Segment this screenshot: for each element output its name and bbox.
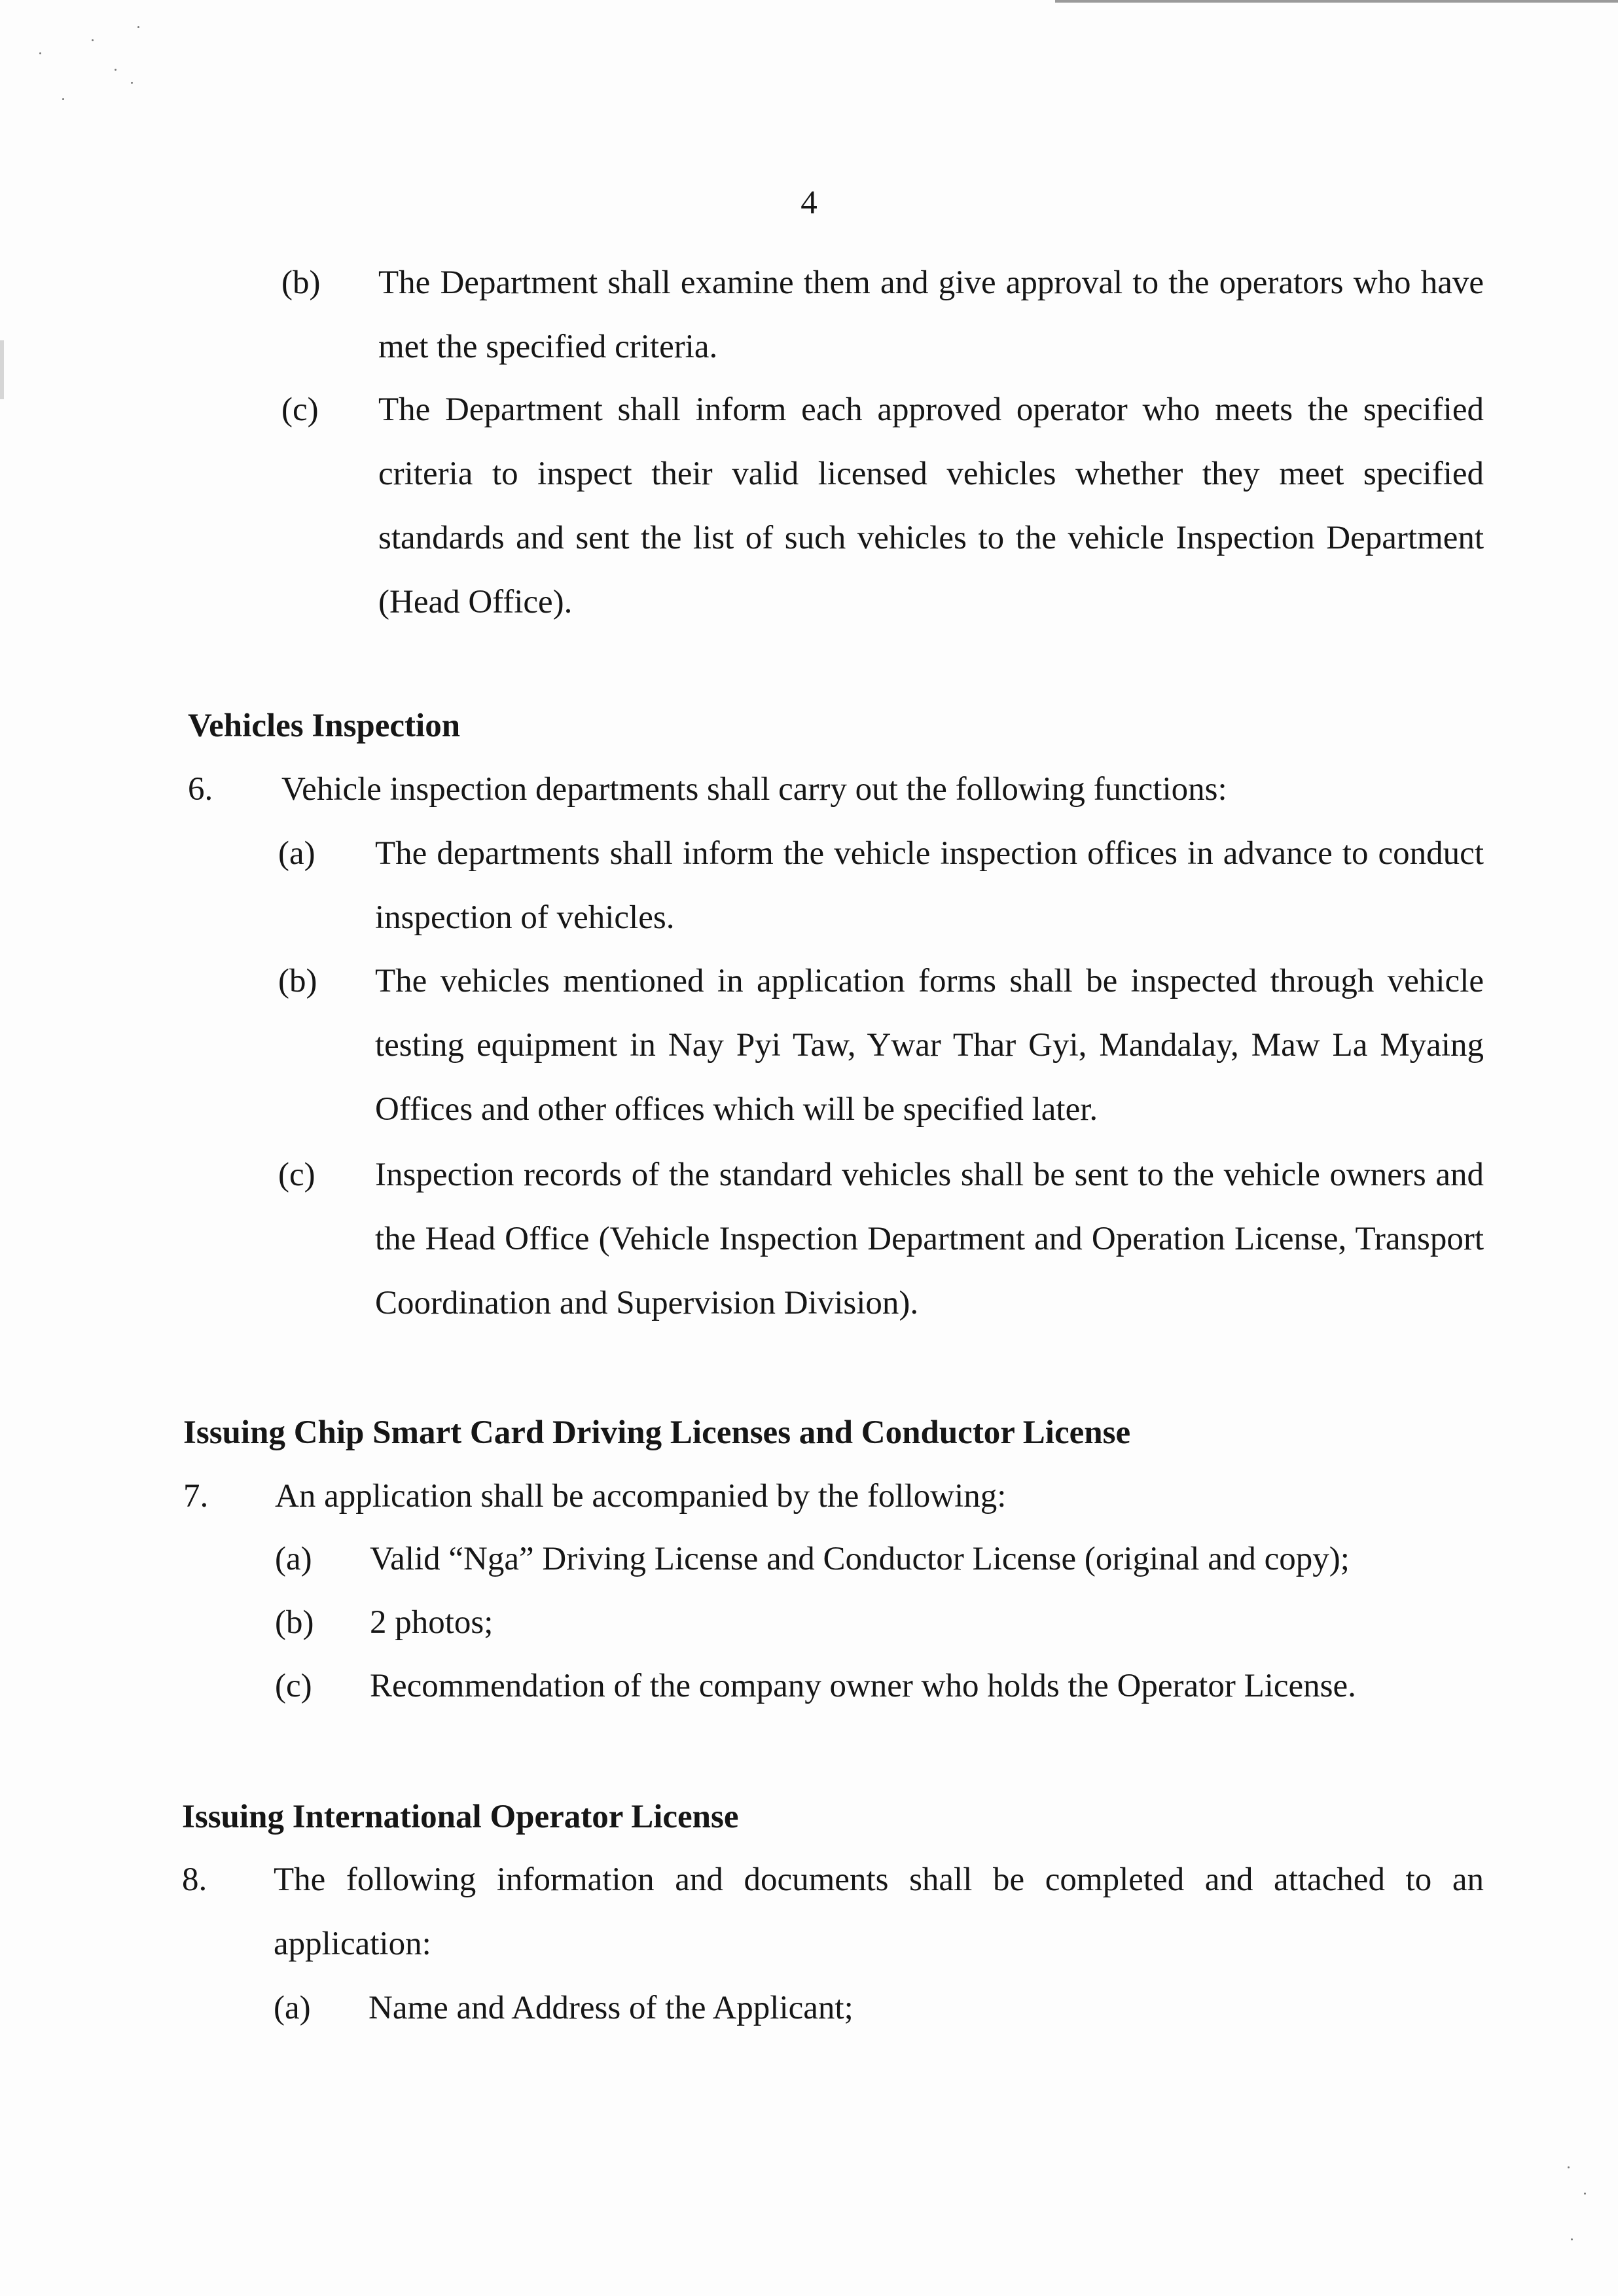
item-label: (c) xyxy=(281,391,319,428)
item-text: The Department shall examine them and give approval to the operators who have met the specified criteria. xyxy=(378,264,1484,365)
section-heading-chip-smart-card: Issuing Chip Smart Card Driving Licenses and Conductor License xyxy=(183,1414,1131,1451)
section-number: 7. xyxy=(183,1478,209,1515)
item-label: (a) xyxy=(278,835,315,872)
section-heading-international-operator: Issuing International Operator License xyxy=(182,1799,739,1835)
item-label: (c) xyxy=(275,1668,312,1704)
scan-speck xyxy=(92,39,94,41)
scan-speck xyxy=(1584,2193,1586,2195)
scan-margin-streak xyxy=(0,340,4,399)
item-label: (b) xyxy=(278,963,317,999)
item-label: (a) xyxy=(275,1541,312,1577)
scan-speck xyxy=(131,82,133,84)
item-text: Recommendation of the company owner who holds the Operator License. xyxy=(370,1668,1356,1704)
section-heading-vehicles-inspection: Vehicles Inspection xyxy=(188,708,461,744)
item-text: Inspection records of the standard vehicles shall be sent to the vehicle owners and the Head Office (Vehicle Inspection Department and Operation License, Transport Coordination and Supervision Division). xyxy=(375,1157,1484,1321)
scan-speck xyxy=(39,52,41,54)
section-number: 6. xyxy=(188,771,213,808)
item-text: 2 photos; xyxy=(370,1604,494,1641)
item-text: The Department shall inform each approved operator who meets the specified criteria to inspect their valid licensed vehicles whether they meet specified standards and sent the list of such vehicles to the vehicle Inspection Department (Head Office). xyxy=(378,391,1484,620)
item-text: Valid “Nga” Driving License and Conductor License (original and copy); xyxy=(370,1541,1350,1577)
item-text: Name and Address of the Applicant; xyxy=(369,1990,854,2026)
item-label: (c) xyxy=(278,1157,315,1193)
scan-speck xyxy=(115,69,117,71)
scan-speck xyxy=(1568,2166,1570,2168)
page-number: 4 xyxy=(800,185,818,221)
scan-speck xyxy=(1571,2238,1573,2240)
item-label: (a) xyxy=(274,1990,311,2026)
scan-edge-line xyxy=(1055,0,1618,3)
section-intro: An application shall be accompanied by the following: xyxy=(275,1478,1007,1515)
item-text: The departments shall inform the vehicle inspection offices in advance to conduct inspection of vehicles. xyxy=(375,835,1484,936)
item-label: (b) xyxy=(281,264,321,301)
scan-speck xyxy=(62,98,64,100)
item-text: The vehicles mentioned in application forms shall be inspected through vehicle testing equipment in Nay Pyi Taw, Ywar Thar Gyi, Mandalay, Maw La Myaing Offices and other offices which will be specified later. xyxy=(375,963,1484,1128)
section-intro: Vehicle inspection departments shall carry out the following functions: xyxy=(281,771,1227,808)
item-label: (b) xyxy=(275,1604,314,1641)
section-number: 8. xyxy=(182,1861,207,1898)
scan-speck xyxy=(137,26,139,28)
section-intro: The following information and documents shall be completed and attached to an application: xyxy=(274,1861,1484,1962)
